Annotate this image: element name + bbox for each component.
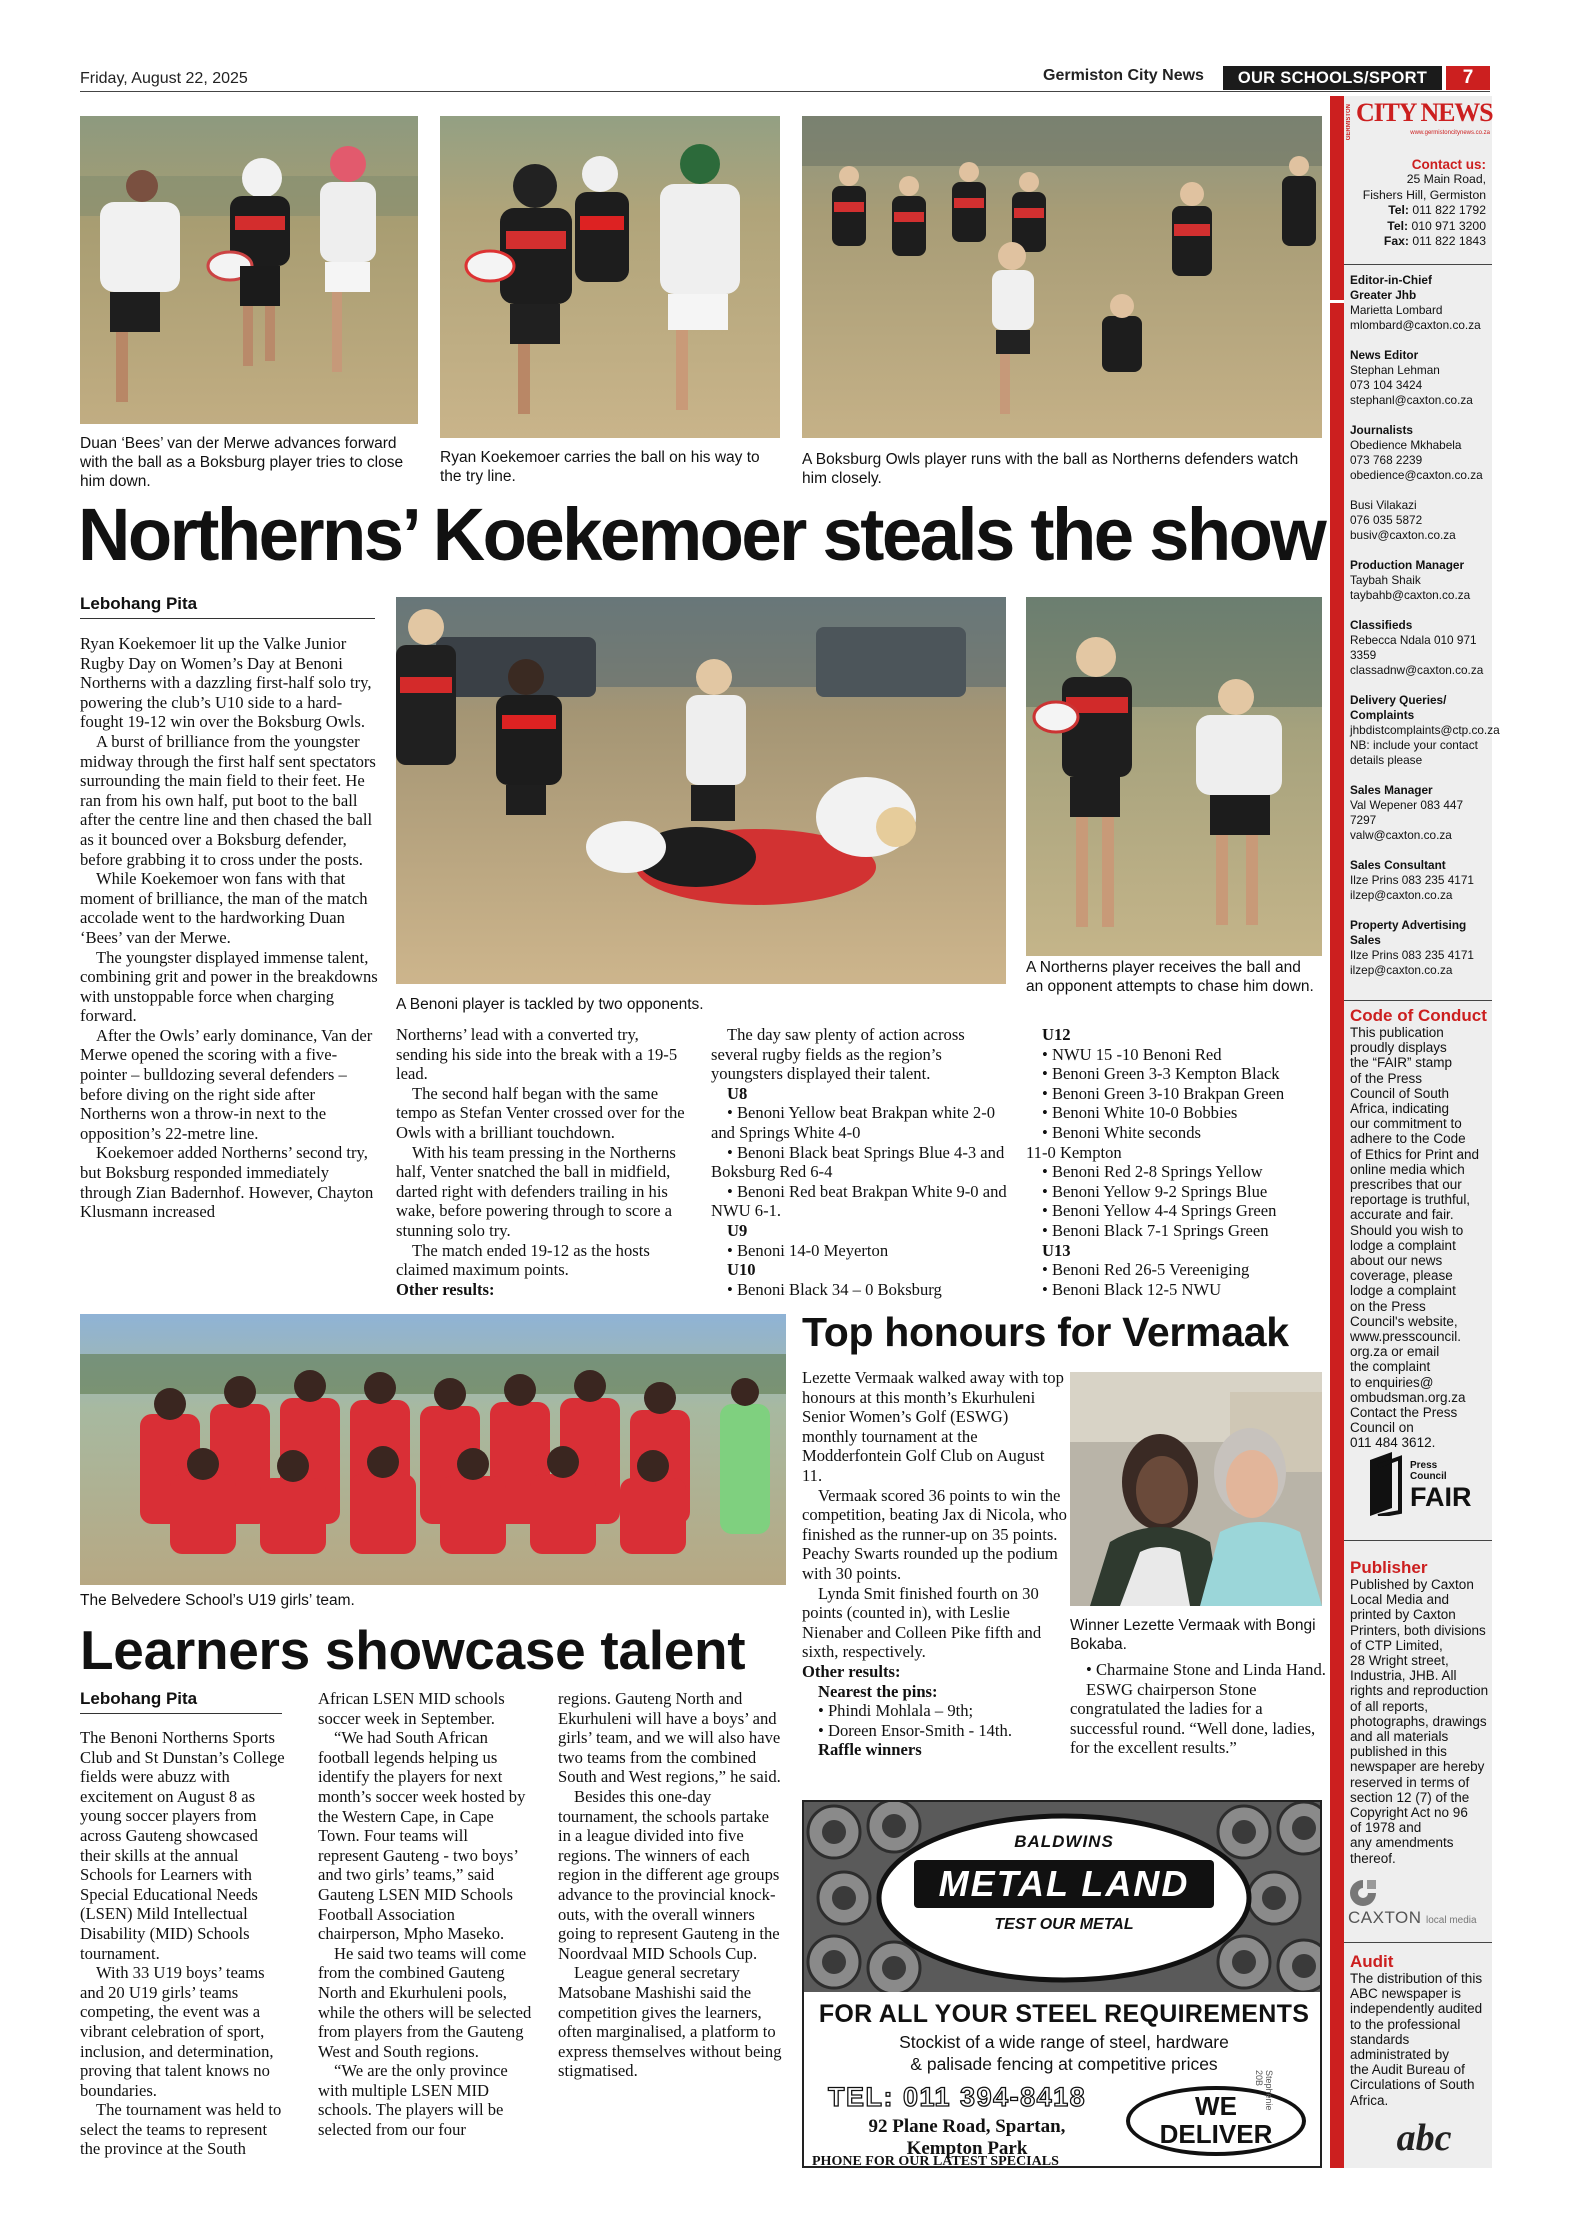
ad-deliver-line-1: WE bbox=[1195, 2091, 1237, 2121]
sidebar-strip-divider bbox=[1330, 300, 1344, 303]
sidebar-text-line: and all materials bbox=[1350, 1729, 1449, 1745]
staff-title: News Editor bbox=[1350, 348, 1419, 362]
story1-paragraph: With his team pressing in the Northerns half, Venter snatched the ball in midfield, darted right with defenders trailing in his wake, before powering through to score a stunning solo try. bbox=[396, 1142, 676, 1240]
story1-paragraph: The day saw plenty of action across several rugby fields as the region’s youngsters displayed their talent. bbox=[711, 1025, 965, 1084]
fax-label: Fax: bbox=[1383, 234, 1409, 249]
sidebar-text-line: lodge a complaint bbox=[1350, 1283, 1456, 1299]
caption-top-2: Ryan Koekemoer carries the ball on his way to the try line. bbox=[440, 449, 760, 485]
story1-paragraph: Koekemoer added Northerns’ second try, but Boksburg responded immediately through Zian Badernhof. However, Chayton Klusmann increased bbox=[80, 1143, 374, 1222]
sidebar-text-line: Should you wish to bbox=[1350, 1222, 1464, 1238]
sidebar-text-line: administrated by bbox=[1350, 2047, 1450, 2063]
staff-entry bbox=[1350, 693, 1500, 768]
sidebar-text-line: the “FAIR” stamp bbox=[1350, 1055, 1453, 1071]
sidebar-text-line: Printers, both divisions bbox=[1350, 1622, 1486, 1638]
sidebar-text-line: independently audited bbox=[1350, 2001, 1483, 2017]
publisher-title: Publisher bbox=[1350, 1558, 1428, 1577]
sidebar-text-line: of 1978 and bbox=[1350, 1820, 1422, 1836]
u13-label: U13 bbox=[1042, 1240, 1071, 1260]
staff-email-link[interactable]: busiv@caxton.co.za bbox=[1350, 528, 1456, 542]
caxton-logo bbox=[1346, 1878, 1492, 1926]
story3-paragraph: “We are the only province with multiple LSEN MID schools. The players will be selected from our four bbox=[318, 2061, 508, 2140]
sidebar-text-line: any amendments bbox=[1350, 1835, 1454, 1851]
sidebar-text-line: standards bbox=[1350, 2031, 1410, 2047]
result-item: • Benoni Red 2-8 Springs Yellow bbox=[1042, 1162, 1263, 1182]
story2-paragraph: Lynda Smit finished fourth on 30 points (counted in), with Leslie Nienaber and Colleen Pike fifth and sixth, respectively. bbox=[802, 1583, 1042, 1662]
staff-detail: Marietta Lombard bbox=[1350, 303, 1443, 317]
staff-title: Editor-in-Chief bbox=[1350, 273, 1432, 287]
photo-benoni-tackle bbox=[396, 597, 1006, 984]
sidebar-text-line: Local Media and bbox=[1350, 1592, 1450, 1608]
story3-paragraph: Besides this one-day tournament, the schools partake in a league divided into five regions. The winners of each region in the different age groups advance to the provincial knock-outs, with the overall winners going to represent Gauteng in the Noordvaal MID Schools Cup. bbox=[558, 1786, 780, 1963]
metal-land-ad bbox=[802, 1800, 1322, 2168]
caxton-wordmark: CAXTON bbox=[1348, 1908, 1422, 1927]
ad-code: Stephenie 20B bbox=[1254, 2070, 1274, 2111]
sidebar-text-line: ABC newspaper is bbox=[1350, 1986, 1462, 2002]
caxton-name bbox=[1348, 1908, 1477, 1928]
sidebar-rule bbox=[1344, 264, 1492, 265]
story2-column-1 bbox=[802, 1368, 1067, 1760]
ad-telephone[interactable]: TEL: 011 394-8418 bbox=[828, 2082, 1087, 2112]
sidebar-text-line: proudly displays bbox=[1350, 1040, 1447, 1056]
masthead-city-news: CITY NEWS bbox=[1356, 98, 1493, 127]
sidebar-text-line: accurate and fair. bbox=[1350, 1207, 1454, 1223]
staff-detail: Stephan Lehman bbox=[1350, 363, 1440, 377]
sidebar-text-line: Industria, JHB. All bbox=[1350, 1668, 1457, 1684]
issue-date: Friday, August 22, 2025 bbox=[80, 70, 248, 87]
story1-paragraph: A burst of brilliance from the youngster midway through the first half sent spectators surrounding the main field to their feet. He ran from his own half, put boot to the ball after the centre line and then chased the ball as it bounced over a Boksburg defender, before grabbing it to cross under the posts. bbox=[80, 731, 376, 869]
ad-address-2: Kempton Park bbox=[906, 2138, 1028, 2159]
staff-detail: 073 104 3424 bbox=[1350, 378, 1423, 392]
staff-detail: Obedience Mkhabela bbox=[1350, 438, 1462, 452]
result-item: • Benoni 14-0 Meyerton bbox=[727, 1240, 889, 1260]
photo-boksburg-owls-run bbox=[802, 116, 1322, 438]
result-item: • Benoni White 10-0 Bobbies bbox=[1042, 1103, 1238, 1123]
caxton-sub: local media bbox=[1426, 1915, 1477, 1926]
sidebar-text-line: This publication bbox=[1350, 1025, 1444, 1040]
staff-detail: Ilze Prins 083 235 4171 bbox=[1350, 948, 1474, 962]
story1-column-2 bbox=[396, 1025, 686, 1299]
story2-paragraph: Lezette Vermaak walked away with top honours at this month’s Ekurhuleni Senior Women’s Golf (ESWG) monthly tournament at the Modderfontein Golf Club on August 11. bbox=[802, 1368, 1064, 1485]
story1-paragraph: Ryan Koekemoer lit up the Valke Junior Rugby Day on Women’s Day at Benoni Northerns with a dazzling first-half solo try, powering the club’s U10 side to a hard-fought 19-12 win over the Boksburg Owls. bbox=[80, 634, 372, 732]
sidebar-text-line: reserved in terms of bbox=[1350, 1774, 1470, 1790]
header-rule bbox=[80, 91, 1490, 92]
masthead-url: www.germistoncitynews.co.za bbox=[1410, 130, 1490, 136]
story1-paragraph: The match ended 19-12 as the hosts claimed maximum points. bbox=[396, 1240, 650, 1280]
photo-van-der-merwe bbox=[80, 116, 418, 424]
ad-line-2: & palisade fencing at competitive prices bbox=[910, 2054, 1218, 2074]
result-item: • NWU 15 -10 Benoni Red bbox=[1042, 1044, 1222, 1064]
result-item: • Benoni Red beat Brakpan White 9-0 and NWU 6-1. bbox=[711, 1181, 1007, 1221]
staff-entry bbox=[1350, 783, 1490, 843]
staff-entry bbox=[1350, 618, 1490, 678]
staff-title: Property Advertising Sales bbox=[1350, 918, 1467, 947]
sidebar-rule bbox=[1344, 1942, 1492, 1943]
story2-paragraph: • Charmaine Stone and Linda Hand. bbox=[1086, 1660, 1326, 1679]
staff-email-link[interactable]: ilzep@caxton.co.za bbox=[1350, 963, 1453, 977]
story3-paragraph: He said two teams will come from the combined Gauteng North and Ekurhuleni pools, while the others will be selected from players from the Gauteng West and South regions. bbox=[318, 1943, 532, 2061]
sidebar-text-line: the complaint bbox=[1350, 1359, 1431, 1375]
sidebar-text-line: Council on bbox=[1350, 1420, 1414, 1436]
staff-detail: Busi Vilakazi bbox=[1350, 498, 1417, 512]
photo-vermaak bbox=[1070, 1372, 1322, 1606]
sidebar-text-line: org.za or email bbox=[1350, 1344, 1440, 1360]
code-of-conduct bbox=[1350, 1006, 1492, 1451]
contact-label: Contact us: bbox=[1411, 157, 1486, 172]
ad-deliver-line-2: DELIVER bbox=[1159, 2119, 1273, 2149]
result-item: • Benoni Green 3-3 Kempton Black bbox=[1042, 1064, 1280, 1084]
paper-name: Germiston City News bbox=[1043, 67, 1204, 84]
result-item: • Benoni Red 26-5 Vereeniging bbox=[1042, 1260, 1250, 1280]
sidebar-text-line: adhere to the Code bbox=[1350, 1131, 1466, 1147]
story3-paragraph: The Benoni Northerns Sports Club and St Dunstan’s College fields were abuzz with excitement on August 8 as young soccer players from across Gauteng showcased their skills at the annual Schools for Learners with Special Educational Needs (LSEN) Mild Intellectual Disability (MID) Schools tournament. bbox=[80, 1728, 285, 1963]
staff-detail: Rebecca Ndala 010 971 3359 bbox=[1350, 633, 1477, 662]
address-line: 25 Main Road, bbox=[1406, 172, 1486, 187]
result-item: • Benoni Yellow 9-2 Springs Blue bbox=[1042, 1181, 1268, 1201]
story1-paragraph: While Koekemoer won fans with that moment of brilliance, the man of the match accolade went to the hardworking Duan ‘Bees’ van der Merwe. bbox=[80, 869, 368, 947]
byline-story1: Lebohang Pita bbox=[80, 594, 375, 619]
staff-title: Journalists bbox=[1350, 423, 1413, 437]
tel-2 bbox=[1346, 219, 1486, 234]
story3-paragraph: League general secretary Matsobane Mashishi said the competition gives the learners, often marginalised, a platform to express themselves without being stigmatised. bbox=[558, 1963, 782, 2081]
caption-belvedere: The Belvedere School’s U19 girls’ team. bbox=[80, 1592, 355, 1609]
story3-paragraph: African LSEN MID schools soccer week in September. bbox=[318, 1689, 505, 1728]
fair-big: FAIR bbox=[1410, 1482, 1472, 1512]
story3-paragraph: regions. Gauteng North and Ekurhuleni will have a boys’ and girls’ team, and we will also have two teams from the combined South and West regions,” he said. bbox=[558, 1689, 781, 1787]
sidebar-text-line: online media which bbox=[1350, 1161, 1465, 1177]
u9-label: U9 bbox=[727, 1220, 748, 1240]
sidebar-text-line: section 12 (7) of the bbox=[1350, 1789, 1470, 1805]
result-item: • Benoni Black 7-1 Springs Green bbox=[1042, 1220, 1269, 1240]
sidebar-text-line: photographs, drawings bbox=[1350, 1713, 1487, 1729]
staff-detail: details please bbox=[1350, 753, 1423, 767]
tel-2-label: Tel: bbox=[1387, 218, 1409, 233]
staff-subtitle: Greater Jhb bbox=[1350, 288, 1417, 302]
staff-title: Classifieds bbox=[1350, 618, 1413, 632]
sidebar-text-line: newspaper are hereby bbox=[1350, 1759, 1485, 1775]
story3-column-2 bbox=[318, 1689, 532, 2140]
sidebar-text-line: published in this bbox=[1350, 1744, 1447, 1760]
caption-tackle: A Benoni player is tackled by two opponents. bbox=[396, 996, 704, 1013]
caption-receive: A Northerns player receives the ball and an opponent attempts to chase him down. bbox=[1026, 956, 1322, 996]
result-item: • Benoni Yellow 4-4 Springs Green bbox=[1042, 1201, 1277, 1221]
sidebar-text-line: of the Press bbox=[1350, 1070, 1423, 1086]
staff-email-link[interactable]: obedience@caxton.co.za bbox=[1350, 468, 1483, 482]
story2-paragraph: ESWG chairperson Stone congratulated the ladies for a successful round. “Well done, ladies, for the excellent results.” bbox=[1070, 1679, 1316, 1758]
staff-email-link[interactable]: mlombard@caxton.co.za bbox=[1350, 318, 1481, 332]
u12-label: U12 bbox=[1042, 1025, 1071, 1044]
fair-stamp-icon bbox=[1366, 1452, 1406, 1516]
result-item: 11-0 Kempton bbox=[1026, 1142, 1122, 1162]
sidebar-red-strip bbox=[1330, 96, 1344, 2168]
publisher-text bbox=[1350, 1577, 1492, 1866]
tel-2-value[interactable]: 010 971 3200 bbox=[1411, 218, 1486, 233]
publisher bbox=[1350, 1558, 1492, 1866]
sidebar-text-line: our commitment to bbox=[1350, 1116, 1462, 1132]
sidebar-text-line: to the professional bbox=[1350, 2016, 1461, 2032]
sidebar-text-line: Africa. bbox=[1350, 2092, 1389, 2108]
fax bbox=[1346, 234, 1486, 249]
sidebar-rule bbox=[1344, 1540, 1492, 1541]
ad-address-1: 92 Plane Road, Spartan, bbox=[868, 2116, 1066, 2137]
headline-koekemoer: Northerns’ Koekemoer steals the show bbox=[78, 493, 1325, 576]
staff-subtitle: Complaints bbox=[1350, 708, 1415, 722]
staff-detail: Ilze Prins 083 235 4171 bbox=[1350, 873, 1474, 887]
staff-title: Delivery Queries/ bbox=[1350, 693, 1447, 707]
sidebar-text-line: Copyright Act no 96 bbox=[1350, 1805, 1468, 1821]
sidebar-text-line: Council's website, bbox=[1350, 1313, 1458, 1329]
byline-story3: Lebohang Pita bbox=[80, 1689, 282, 1714]
sidebar-text-line: ombudsman.org.za bbox=[1350, 1389, 1466, 1405]
ad-line-1: Stockist of a wide range of steel, hardware bbox=[899, 2032, 1229, 2052]
sidebar-text-line: lodge a complaint bbox=[1350, 1237, 1456, 1253]
story2-column-2 bbox=[1070, 1660, 1330, 1758]
staff-entry bbox=[1350, 423, 1490, 483]
sidebar-rule bbox=[1344, 1000, 1492, 1001]
story2-paragraph: Vermaak scored 36 points to win the competition, beating Jax di Nicola, who finished as the runner-up on 35 points. Peachy Swarts rounded up the podium with 30 points. bbox=[802, 1485, 1067, 1583]
staff-entry bbox=[1350, 858, 1490, 903]
ad-brand: METAL LAND bbox=[914, 1860, 1214, 1908]
story1-paragraph: After the Owls’ early dominance, Van der Merwe opened the scoring with a five-pointer – bulldozing several defenders – before diving on the right side after Northerns won a throw-in next to the opposition’s 22-metre line. bbox=[80, 1025, 373, 1143]
story3-column-3 bbox=[558, 1689, 784, 2081]
sidebar-text-line: the Audit Bureau of bbox=[1350, 2062, 1465, 2078]
tel-1-label: Tel: bbox=[1388, 203, 1409, 218]
sidebar-text-line: rights and reproduction bbox=[1350, 1683, 1489, 1699]
caption-top-1: Duan ‘Bees’ van der Merwe advances forward with the ball as a Boksburg player tries to close him down. bbox=[80, 435, 404, 490]
sidebar-text-line: coverage, please bbox=[1350, 1268, 1453, 1284]
story3-paragraph: “We had South African football legends helping us identify the players for next month’s soccer week hosted by the Western Cape, in Cape Town. Four teams will represent Gauteng - two boys’ and two girls’ teams,” said Gauteng LSEN MID Schools Football Association chairperson, Mpho Maseko. bbox=[318, 1728, 526, 1944]
sidebar-text-line: to enquiries@ bbox=[1350, 1374, 1434, 1390]
other-results-label: Other results: bbox=[802, 1661, 901, 1681]
headline-learners: Learners showcase talent bbox=[80, 1619, 746, 1681]
staff-email-link[interactable]: jhbdistcomplaints@ctp.co.za bbox=[1350, 723, 1500, 737]
sidebar-text-line: of all reports, bbox=[1350, 1698, 1429, 1714]
result-item: • Benoni Black beat Springs Blue 4-3 and Boksburg Red 6-4 bbox=[711, 1142, 1005, 1182]
ad-tagline: TEST OUR METAL bbox=[994, 1916, 1134, 1933]
photo-belvedere-team bbox=[80, 1314, 786, 1585]
address-line: Fishers Hill, Germiston bbox=[1362, 187, 1486, 202]
ad-brand-top: BALDWINS bbox=[1014, 1832, 1114, 1851]
story1-paragraph: The second half began with the same tempo as Stefan Venter crossed over for the Owls with a brilliant touchdown. bbox=[396, 1083, 685, 1142]
section-label: OUR SCHOOLS/SPORT bbox=[1223, 66, 1442, 90]
result-item: • Benoni Black 12-5 NWU bbox=[1042, 1279, 1222, 1299]
result-item: • Benoni Green 3-10 Brakpan Green bbox=[1042, 1083, 1285, 1103]
sidebar-text-line: www.presscouncil. bbox=[1350, 1329, 1462, 1345]
story3-paragraph: The tournament was held to select the teams to represent the province at the South bbox=[80, 2100, 282, 2159]
story3-paragraph: With 33 U19 boys’ teams and 20 U19 girls’ teams competing, the event was a vibrant celebration of sport, inclusion, and determination, proving that talent knows no boundaries. bbox=[80, 1963, 274, 2100]
sidebar-text-line: thereof. bbox=[1350, 1850, 1396, 1866]
staff-detail: Taybah Shaik bbox=[1350, 573, 1421, 587]
sidebar-text-line: prescribes that our bbox=[1350, 1177, 1462, 1193]
sidebar-text-line: Circulations of South bbox=[1350, 2077, 1475, 2093]
photo-northerns-receive bbox=[1026, 597, 1322, 984]
caxton-mark-icon bbox=[1348, 1878, 1378, 1908]
story1-column-4 bbox=[1026, 1025, 1326, 1299]
story1-column-3 bbox=[711, 1025, 1007, 1299]
sidebar-text-line: about our news bbox=[1350, 1253, 1443, 1269]
fax-value: 011 822 1843 bbox=[1412, 234, 1486, 249]
press-council-fair-logo bbox=[1366, 1452, 1476, 1516]
sidebar-text-line: 28 Wright street, bbox=[1350, 1653, 1449, 1669]
staff-detail: 073 768 2239 bbox=[1350, 453, 1423, 467]
staff-detail: Val Wepener 083 447 7297 bbox=[1350, 798, 1464, 827]
ad-footer: PHONE FOR OUR LATEST SPECIALS bbox=[812, 2154, 1059, 2168]
staff-entry bbox=[1350, 558, 1490, 603]
page-number: 7 bbox=[1446, 66, 1490, 90]
u10-label: U10 bbox=[727, 1260, 756, 1280]
fair-small: Press Council bbox=[1410, 1460, 1447, 1482]
staff-email-link[interactable]: taybahb@caxton.co.za bbox=[1350, 588, 1471, 602]
tel-1 bbox=[1346, 203, 1486, 218]
headline-vermaak: Top honours for Vermaak bbox=[802, 1309, 1289, 1355]
story1-column-1 bbox=[80, 634, 378, 1222]
caption-vermaak: Winner Lezette Vermaak with Bongi Bokaba. bbox=[1070, 1617, 1316, 1653]
staff-email-link[interactable]: stephanl@caxton.co.za bbox=[1350, 393, 1473, 407]
photo-koekemoer-try bbox=[440, 116, 780, 438]
staff-email-link[interactable]: valw@caxton.co.za bbox=[1350, 828, 1452, 842]
staff-list bbox=[1350, 273, 1500, 993]
sidebar-text-line: The distribution of this bbox=[1350, 1971, 1483, 1986]
staff-title: Sales Consultant bbox=[1350, 858, 1446, 872]
caption-top-3: A Boksburg Owls player runs with the ball as Northerns defenders watch him closely. bbox=[802, 451, 1299, 487]
audit-text bbox=[1350, 1971, 1492, 2108]
raffle-label: Raffle winners bbox=[818, 1740, 922, 1760]
pins-label: Nearest the pins: bbox=[818, 1681, 938, 1701]
staff-email-link[interactable]: classadnw@caxton.co.za bbox=[1350, 663, 1484, 677]
pin-item: • Phindi Mohlala – 9th; bbox=[818, 1701, 974, 1721]
story1-paragraph: Northerns’ lead with a converted try, sending his side into the break with a 19-5 lead. bbox=[396, 1025, 678, 1084]
staff-entry bbox=[1350, 348, 1490, 408]
sidebar-text-line: Africa, indicating bbox=[1350, 1101, 1450, 1117]
result-item: • Benoni Yellow beat Brakpan white 2-0 and Springs White 4-0 bbox=[711, 1103, 996, 1142]
staff-entry bbox=[1350, 498, 1490, 543]
audit-title: Audit bbox=[1350, 1952, 1394, 1971]
sidebar-text-line: on the Press bbox=[1350, 1298, 1426, 1314]
u8-label: U8 bbox=[727, 1083, 748, 1103]
story3-column-1 bbox=[80, 1728, 285, 2159]
ad-headline: FOR ALL YOUR STEEL REQUIREMENTS bbox=[818, 2000, 1310, 2028]
sidebar-text-line: Contact the Press bbox=[1350, 1405, 1458, 1421]
sidebar-text-line: 011 484 3612. bbox=[1350, 1435, 1436, 1451]
sidebar-text-line: Published by Caxton bbox=[1350, 1577, 1474, 1592]
sidebar-text-line: of Ethics for Print and bbox=[1350, 1146, 1480, 1162]
tel-1-value[interactable]: 011 822 1792 bbox=[1412, 203, 1486, 218]
contact-block bbox=[1346, 157, 1486, 249]
staff-title: Production Manager bbox=[1350, 558, 1465, 572]
staff-detail: 076 035 5872 bbox=[1350, 513, 1423, 527]
masthead-small: GERMISTON bbox=[1346, 104, 1352, 141]
sidebar-text-line: printed by Caxton bbox=[1350, 1607, 1456, 1623]
staff-detail: NB: include your contact bbox=[1350, 738, 1478, 752]
sidebar-text-line: reportage is truthful, bbox=[1350, 1192, 1471, 1208]
result-item: • Benoni Black 34 – 0 Boksburg bbox=[727, 1279, 942, 1299]
coc-text bbox=[1350, 1025, 1492, 1451]
staff-entry bbox=[1350, 273, 1490, 333]
result-item: • Benoni White seconds bbox=[1042, 1122, 1201, 1142]
sidebar-text-line: Council of South bbox=[1350, 1085, 1450, 1101]
pin-item: • Doreen Ensor-Smith - 14th. bbox=[818, 1720, 1012, 1740]
story1-paragraph: The youngster displayed immense talent, combining grit and power in the breakdowns with unstoppable force when charging forward. bbox=[80, 947, 378, 1026]
staff-title: Sales Manager bbox=[1350, 783, 1433, 797]
coc-title: Code of Conduct bbox=[1350, 1006, 1487, 1025]
audit bbox=[1350, 1952, 1492, 2108]
other-results-label: Other results: bbox=[396, 1279, 495, 1299]
staff-email-link[interactable]: ilzep@caxton.co.za bbox=[1350, 888, 1453, 902]
sidebar-text-line: of CTP Limited, bbox=[1350, 1637, 1443, 1653]
staff-entry bbox=[1350, 918, 1490, 978]
abc-logo: abc bbox=[1396, 2117, 1452, 2159]
